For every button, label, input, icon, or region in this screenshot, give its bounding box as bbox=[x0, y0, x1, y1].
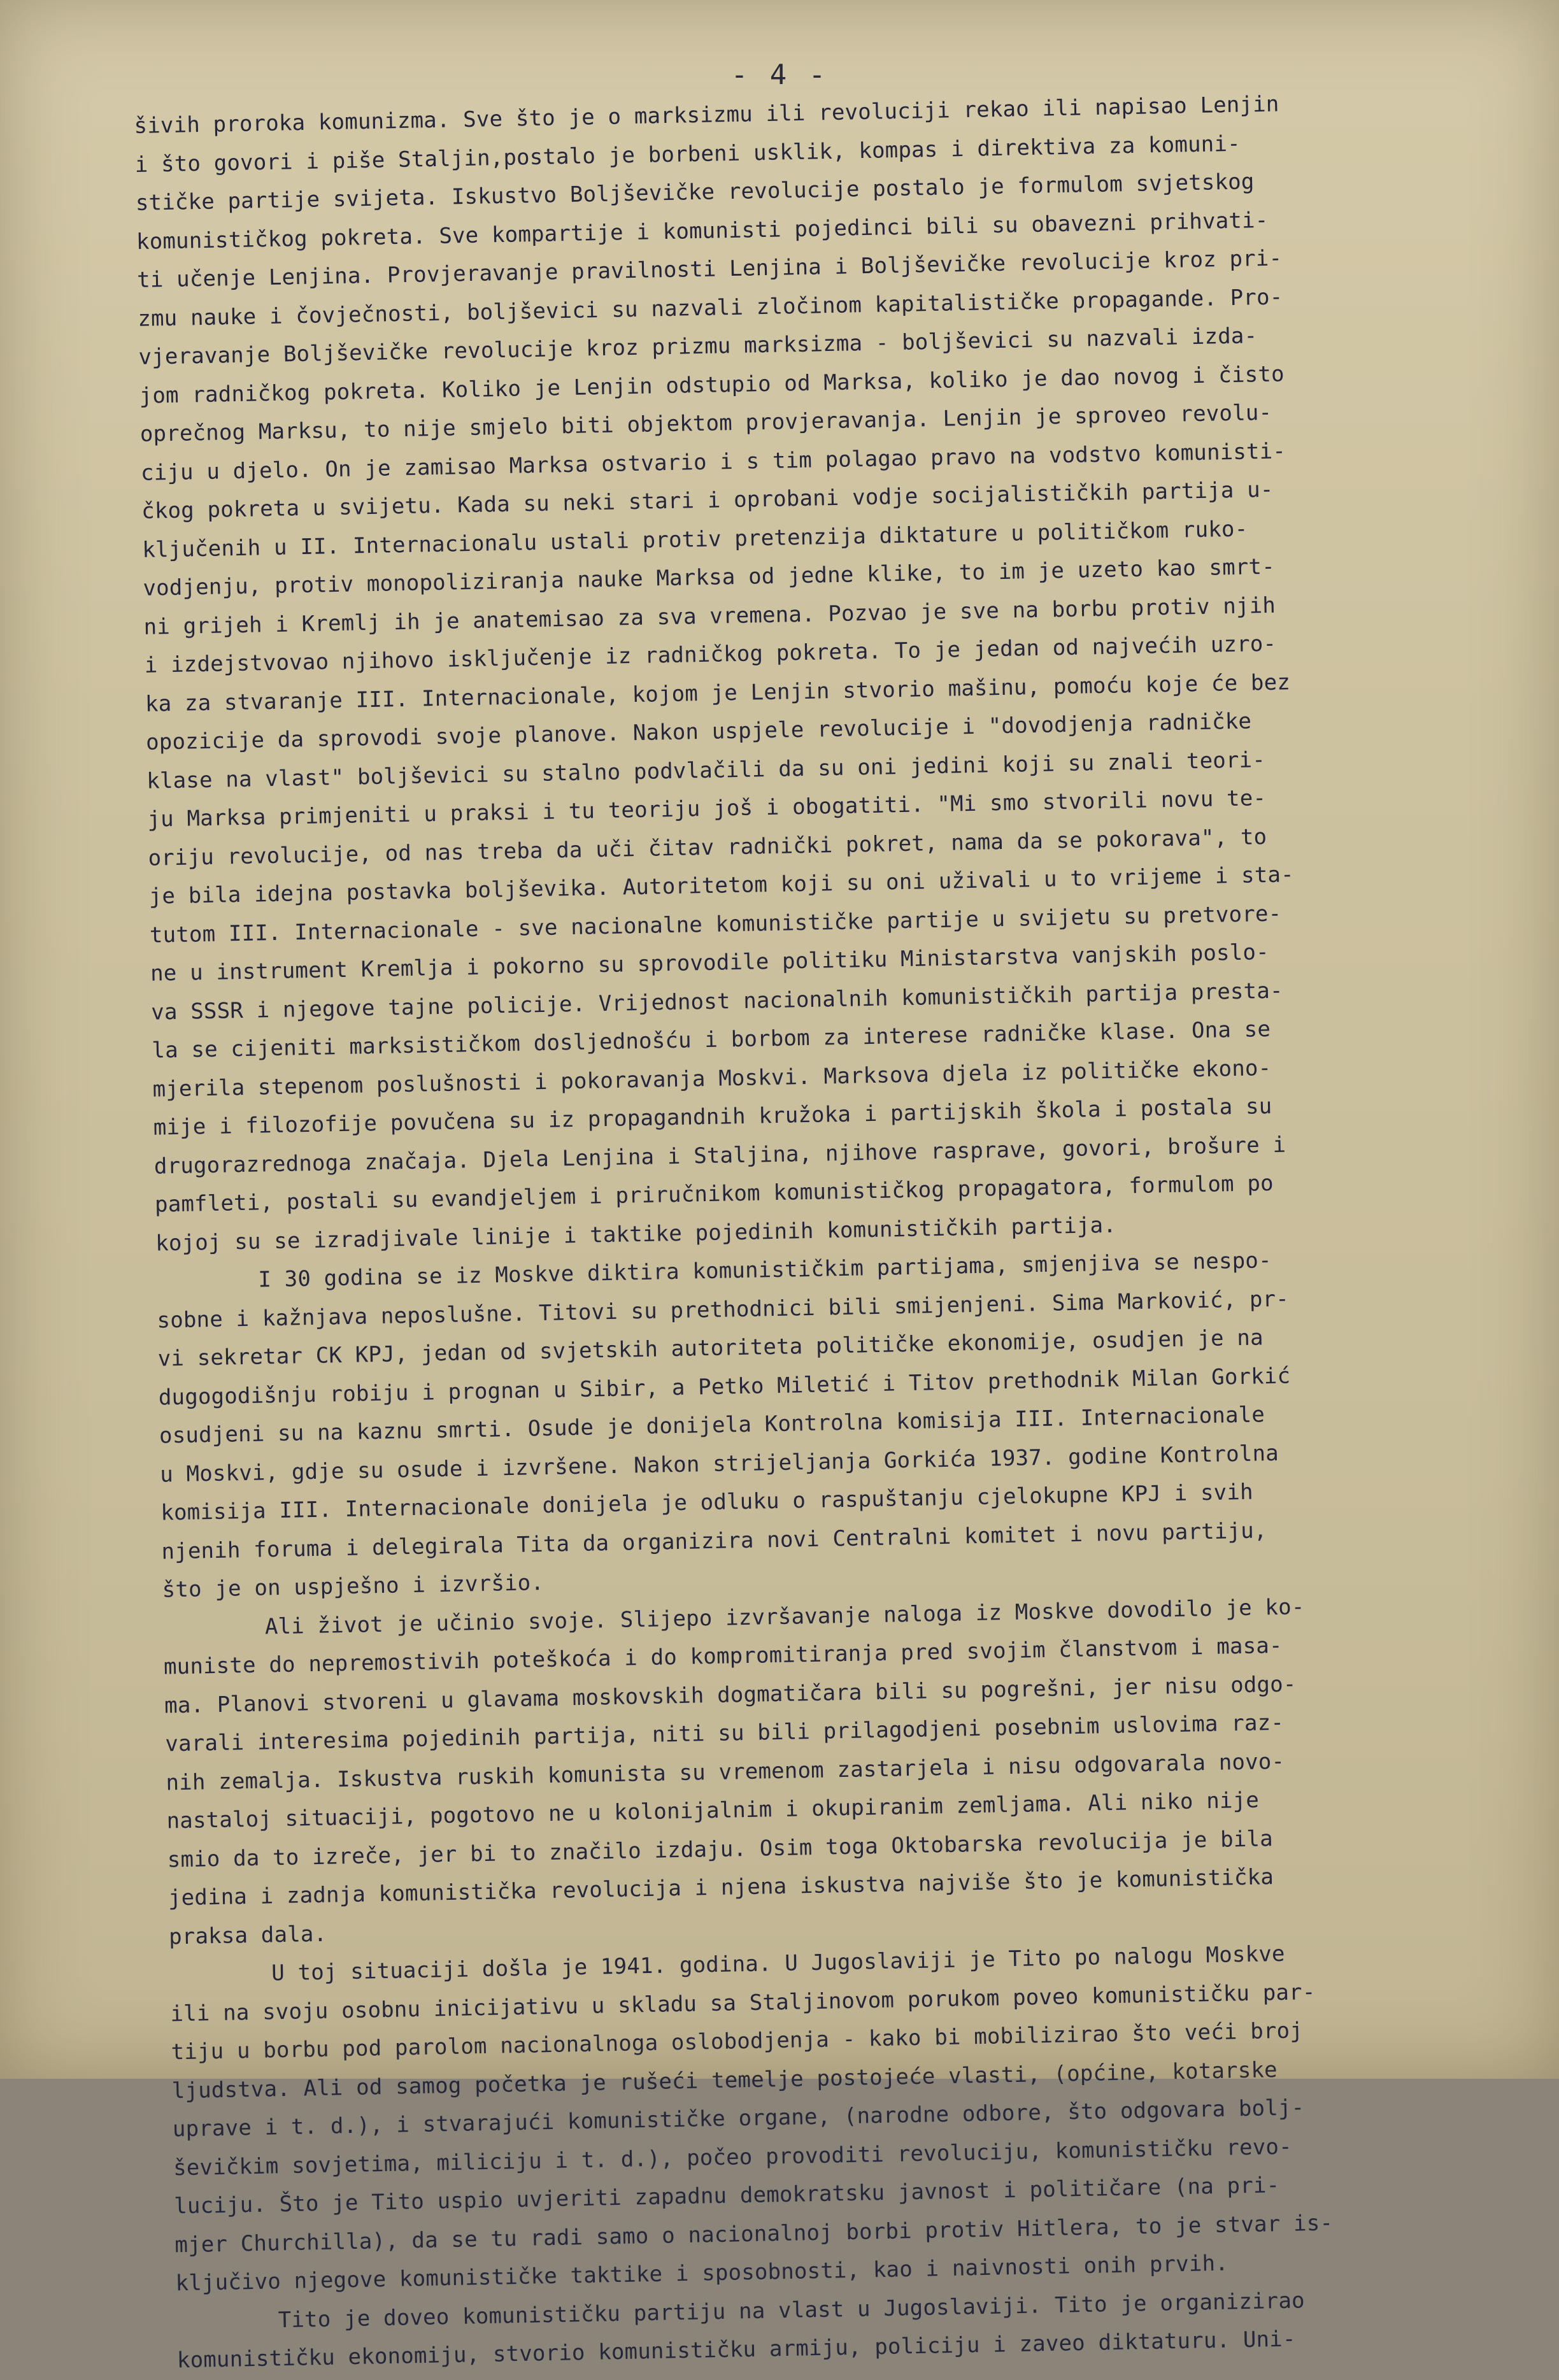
text-line: varali interesima pojedinih partija, niti su bili prilagodjeni posebnim uslovima raz- bbox=[164, 1709, 1285, 1757]
text-line: U toj situaciji došla je 1941. godina. U Jugoslaviji je Tito po nalogu Moskve bbox=[271, 1941, 1285, 1986]
text-line: luciju. Što je Tito uspio uvjeriti zapadnu demokratsku javnost i političare (na pri- bbox=[173, 2172, 1280, 2220]
text-line: stičke partije svijeta. Iskustvo Boljševičke revolucije postalo je formulom svjetskog bbox=[135, 169, 1255, 216]
text-line: što je on uspješno i izvršio. bbox=[162, 1570, 545, 1603]
text-line: klase na vlast" boljševici su stalno podvlačili da su oni jedini koji su znali teori- bbox=[146, 746, 1266, 794]
text-line: opozicije da sprovodi svoje planove. Nakon uspjele revolucije i "dovodjenja radničke bbox=[145, 708, 1252, 755]
text-line: ju Marksa primjeniti u praksi i tu teoriju još i obogatiti. "Mi smo stvorili novu te- bbox=[147, 785, 1267, 832]
text-line: oprečnog Marksu, to nije smjelo biti objektom provjeravanja. Lenjin je sproveo revolu- bbox=[139, 399, 1272, 447]
text-line: vodjenju, protiv monopoliziranja nauke Marksa od jedne klike, to im je uzeto kao smrt- bbox=[143, 553, 1276, 601]
text-line: ciju u djelo. On je zamisao Marksa ostvario i s tim polagao pravo na vodstvo komunisti- bbox=[140, 438, 1286, 486]
text-line: ti učenje Lenjina. Provjeravanje pravilnosti Lenjina i Boljševičke revolucije kroz pri- bbox=[136, 245, 1283, 293]
text-line: ključenih u II. Internacionalu ustali protiv pretenzija diktature u političkom ruko- bbox=[141, 516, 1248, 563]
text-line: kojoj su se izradjivale linije i taktike pojedinih komunističkih partija. bbox=[155, 1212, 1117, 1257]
text-line: komunističku ekonomiju, stvorio komunističku armiju, policiju i zaveo diktaturu. Uni- bbox=[176, 2326, 1296, 2374]
text-line: ne u instrument Kremlja i pokorno su sprovodile politiku Ministarstva vanjskih poslo- bbox=[150, 939, 1270, 987]
text-line: tiju u borbu pod parolom nacionalnoga oslobodjenja - kako bi mobilizirao što veći broj bbox=[171, 2018, 1304, 2065]
text-line: Ali život je učinio svoje. Slijepo izvršavanje naloga iz Moskve dovodilo je ko- bbox=[264, 1593, 1305, 1639]
text-line: njenih foruma i delegirala Tita da organizira novi Centralni komitet i novu partiju, bbox=[161, 1517, 1267, 1565]
text-line: nih zemalja. Iskustva ruskih komunista su vremenom zastarjela i nisu odgovarala novo- bbox=[166, 1748, 1285, 1796]
text-line: ka za stvaranje III. Internacionale, kojom je Lenjin stvorio mašinu, pomoću koje će bez bbox=[145, 669, 1291, 717]
text-line: dugogodišnju robiju i prognan u Sibir, a Petko Miletić i Titov prethodnik Milan Gorkić bbox=[158, 1363, 1291, 1411]
text-line: zmu nauke i čovječnosti, boljševici su nazvali zločinom kapitalističke propagande. Pro- bbox=[137, 283, 1283, 332]
text-line: komunističkog pokreta. Sve kompartije i komunisti pojedinci bili su obavezni prihvati- bbox=[136, 207, 1269, 255]
text-line: muniste do nepremostivih poteškoća i do kompromitiranja pred svojim članstvom i masa- bbox=[163, 1632, 1283, 1680]
text-line: la se cijeniti marksističkom dosljednošću i borbom za interese radničke klase. Ona se bbox=[152, 1016, 1271, 1064]
text-line: nastaloj situaciji, pogotovo ne u kolonijalnim i okupiranim zemljama. Ali niko nije bbox=[166, 1787, 1260, 1834]
text-line: ni grijeh i Kremlj ih je anatemisao za sva vremena. Pozvao je sve na borbu protiv njih bbox=[143, 592, 1276, 640]
text-line: i izdejstvovao njihovo isključenje iz radničkog pokreta. To je jedan od najvećih uzro- bbox=[144, 631, 1277, 678]
text-line: ma. Planovi stvoreni u glavama moskovskih dogmatičara bili su pogrešni, jer nisu odgo- bbox=[164, 1671, 1297, 1719]
text-line: praksa dala. bbox=[168, 1921, 327, 1949]
text-line: pamfleti, postali su evandjeljem i priručnikom komunističkog propagatora, formulom po bbox=[154, 1170, 1274, 1218]
text-line: komisija III. Internacionale donijela je odluku o raspuštanju cjelokupne KPJ i svih bbox=[160, 1479, 1254, 1526]
text-line: ključivo njegove komunističke taktike i sposobnosti, kao i naivnosti onih prvih. bbox=[175, 2250, 1229, 2297]
page-number: - 4 - bbox=[730, 59, 829, 91]
text-line: vjeravanje Boljševičke revolucije kroz prizmu marksizma - boljševici su nazvali izda- bbox=[138, 323, 1258, 370]
text-line: jom radničkog pokreta. Koliko je Lenjin odstupio od Marksa, koliko je dao novog i čisto bbox=[139, 360, 1285, 409]
text-line: mije i filozofije povučena su iz propagandnih kružoka i partijskih škola i postala su bbox=[153, 1093, 1272, 1141]
text-line: drugorazrednoga značaja. Djela Lenjina i Staljina, njihove rasprave, govori, brošure i bbox=[153, 1132, 1286, 1179]
text-line: je bila idejna postavka boljševika. Autoritetom koji su oni uživali u to vrijeme i sta- bbox=[148, 862, 1295, 909]
text-line: u Moskvi, gdje su osude i izvršene. Nakon strijeljanja Gorkića 1937. godine Kontrolna bbox=[159, 1440, 1279, 1488]
text-line: ili na svoju osobnu inicijativu u skladu sa Staljinovom porukom poveo komunističku par- bbox=[170, 1979, 1316, 2027]
text-line: ljudstva. Ali od samog početka je rušeći temelje postojeće vlasti, (općine, kotarske bbox=[171, 2056, 1278, 2104]
text-line: mjerila stepenom poslušnosti i pokoravanja Moskvi. Marksova djela iz političke ekono- bbox=[152, 1055, 1272, 1102]
text-line: uprave i t. d.), i stvarajući komunističke organe, (narodne odbore, što odgovara bolj- bbox=[172, 2095, 1305, 2142]
typewritten-body-text bbox=[134, 82, 1514, 2380]
text-line: i što govori i piše Staljin,postalo je borbeni usklik, kompas i direktiva za komuni- bbox=[134, 131, 1241, 178]
text-line: mjer Churchilla), da se tu radi samo o nacionalnoj borbi protiv Hitlera, to je stvar is- bbox=[174, 2209, 1334, 2258]
text-line: šivih proroka komunizma. Sve što je o marksizmu ili revoluciji rekao ili napisao Lenjin bbox=[134, 91, 1279, 139]
text-line: smio da to izreče, jer bi to značilo izdaju. Osim toga Oktobarska revolucija je bila bbox=[167, 1825, 1274, 1872]
text-line: sobne i kažnjava neposlušne. Titovi su prethodnici bili smijenjeni. Sima Marković, pr- bbox=[157, 1286, 1290, 1334]
text-line: Tito je doveo komunističku partiju na vlast u Jugoslaviji. Tito je organizirao bbox=[278, 2287, 1306, 2333]
text-line: I 30 godina se iz Moskve diktira komunističkim partijama, smjenjiva se nespo- bbox=[258, 1248, 1272, 1293]
text-line: osudjeni su na kaznu smrti. Osude je donijela Kontrolna komisija III. Internacionale bbox=[159, 1402, 1265, 1449]
text-line: oriju revolucije, od nas treba da uči čitav radnički pokret, nama da se pokorava", to bbox=[148, 823, 1267, 871]
text-line: vi sekretar CK KPJ, jedan od svjetskih autoriteta političke ekonomije, osudjen je na bbox=[157, 1325, 1264, 1372]
text-line: ševičkim sovjetima, miliciju i t. d.), počeo provoditi revoluciju, komunističku revo- bbox=[173, 2134, 1293, 2181]
text-line: tutom III. Internacionale - sve nacionalne komunističke partije u svijetu su pretvore- bbox=[149, 901, 1282, 948]
text-line: čkog pokreta u svijetu. Kada su neki stari i oprobani vodje socijalističkih partija u- bbox=[141, 476, 1274, 524]
text-line: va SSSR i njegove tajne policije. Vrijednost nacionalnih komunističkih partija presta- bbox=[150, 978, 1283, 1025]
text-line: jedina i zadnja komunistička revolucija i njena iskustva najviše što je komunistička bbox=[167, 1864, 1274, 1911]
